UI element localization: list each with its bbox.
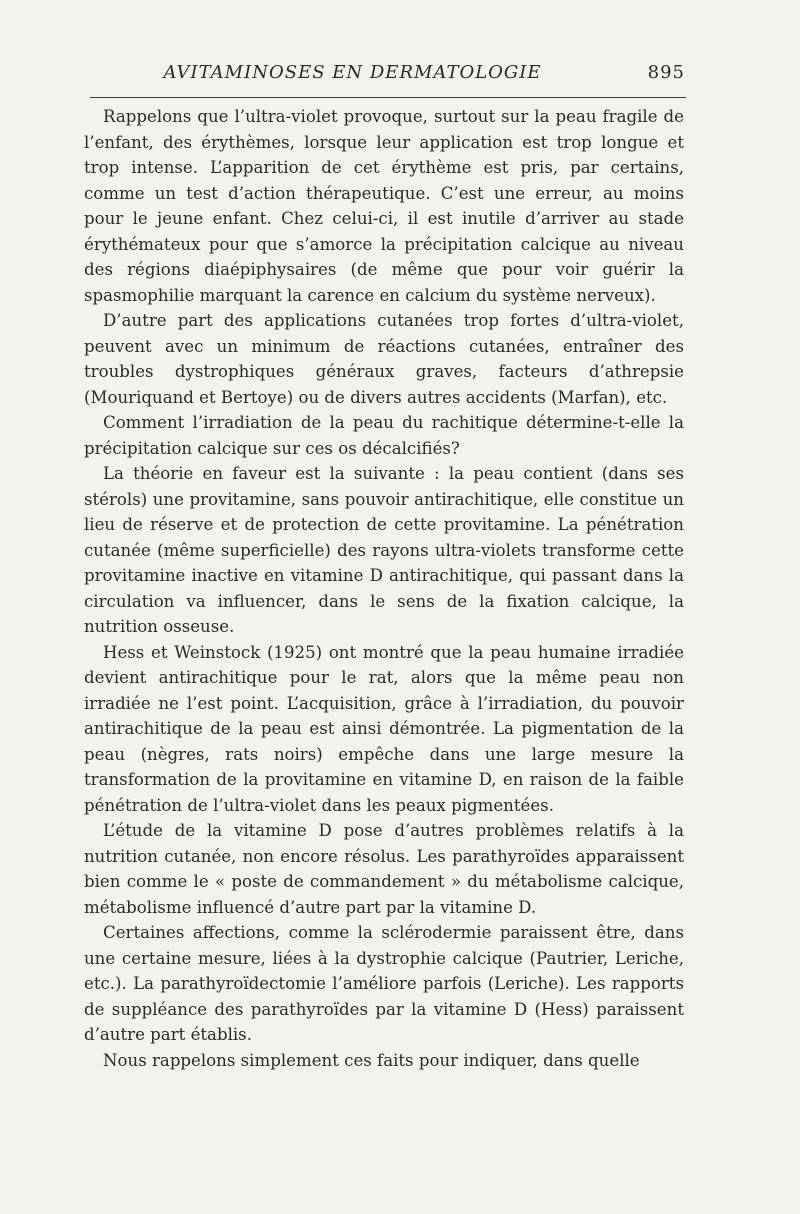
running-title: AVITAMINOSES EN DERMATOLOGIE bbox=[163, 62, 542, 83]
body-text bbox=[84, 104, 684, 1073]
paragraph: Nous rappelons simplement ces faits pour indiquer, dans quelle bbox=[103, 1050, 640, 1070]
paragraph: Hess et Weinstock (1925) ont montré que la peau humaine irradiée devient antirachitique pour le rat, alors que la même peau non irradiée ne l’est point. L’acquisition, grâce à l’irradiation, du pouvoir antirachitique de la peau est ainsi démontrée. La pigmentation de la peau (nègres, rats noirs) empêche dans une large mesure la transformation de la provitamine en vitamine D, en raison de la faible pénétration de l’ultra-violet dans les peaux pigmentées. bbox=[84, 642, 684, 815]
paragraph: L’étude de la vitamine D pose d’autres problèmes relatifs à la nutrition cutanée, non encore résolus. Les parathyroïdes apparaissent bien comme le « poste de commandement » du métabolisme calcique, métabolisme influencé d’autre part par la vitamine D. bbox=[84, 821, 684, 917]
paragraph: Comment l’irradiation de la peau du rachitique détermine-t-elle la précipitation calcique sur ces os décalcifiés? bbox=[84, 413, 684, 458]
header-rule bbox=[90, 97, 686, 98]
paragraph: D’autre part des applications cutanées trop fortes d’ultra-violet, peuvent avec un minimum de réactions cutanées, entraîner des troubles dystrophiques généraux graves, facteurs d’athrepsie (Mouriquand et Bertoye) ou de divers autres accidents (Marfan), etc. bbox=[84, 311, 684, 407]
page-number: 895 bbox=[647, 62, 685, 83]
paragraph: Certaines affections, comme la sclérodermie paraissent être, dans une certaine mesure, liées à la dystrophie calcique (Pautrier, Leriche, etc.). La parathyroïdectomie l’améliore parfois (Leriche). Les rapports de suppléance des parathyroïdes par la vitamine D (Hess) paraissent d’autre part établis. bbox=[84, 923, 684, 1044]
paragraph: Rappelons que l’ultra-violet provoque, surtout sur la peau fragile de l’enfant, des érythèmes, lorsque leur application est trop longue et trop intense. L’apparition de cet érythème est pris, par certains, comme un test d’action thérapeutique. C’est une erreur, au moins pour le jeune enfant. Chez celui-ci, il est inutile d’arriver au stade érythémateux pour que s’amorce la précipitation calcique au niveau des régions diaépiphysaires (de même que pour voir guérir la spasmophilie marquant la carence en calcium du système nerveux). bbox=[84, 107, 684, 305]
paragraph: La théorie en faveur est la suivante : la peau contient (dans ses stérols) une provitamine, sans pouvoir antirachitique, elle constitue un lieu de réserve et de protection de cette provitamine. La pénétration cutanée (même superficielle) des rayons ultra-violets transforme cette provitamine inactive en vitamine D antirachitique, qui passant dans la circulation va influencer, dans le sens de la fixation calcique, la nutrition osseuse. bbox=[84, 464, 684, 636]
page-header bbox=[90, 62, 685, 88]
